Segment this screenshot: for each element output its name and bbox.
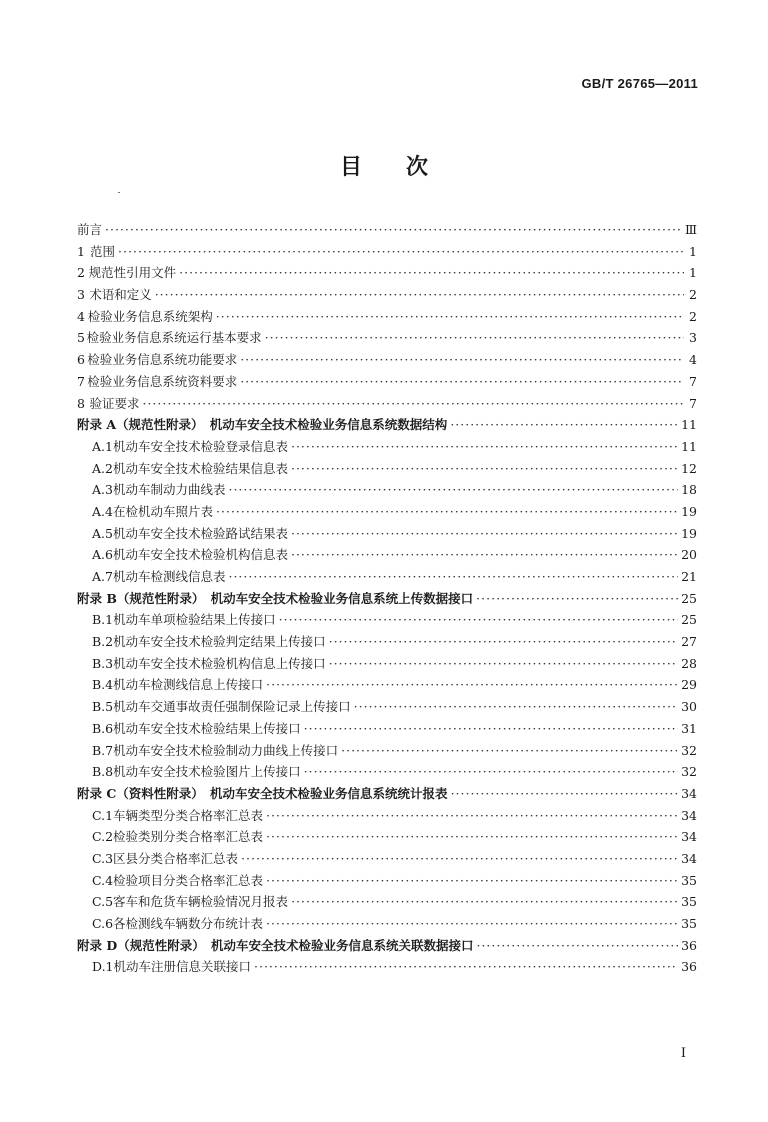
toc-entry-number: C.6	[92, 916, 114, 931]
toc-entry-number: A.5	[92, 525, 113, 541]
toc-leader-dots	[240, 352, 684, 367]
toc-entry[interactable]	[77, 827, 697, 849]
toc-entry-label: 检验业务信息系统功能要求	[87, 352, 238, 368]
toc-entry[interactable]	[77, 762, 697, 784]
toc-entry-page: 1	[689, 243, 697, 259]
toc-entry-label: 客车和危货车辆检验情况月报表	[113, 894, 289, 910]
toc-entry-number: B.1	[92, 612, 114, 628]
toc-entry-label: 规范性引用文件	[88, 265, 177, 281]
toc-entry-label: 验证要求	[89, 395, 140, 411]
toc-entry-number: B.8	[92, 764, 114, 780]
toc-entry[interactable]	[77, 871, 697, 893]
toc-entry-number: 5	[77, 330, 85, 346]
toc-leader-dots	[450, 417, 678, 432]
toc-entry[interactable]	[77, 936, 697, 958]
toc-entry-number: A.3	[92, 482, 113, 498]
toc-entry-number: D.1	[92, 959, 114, 975]
toc-entry-page: 19	[681, 525, 697, 541]
toc-entry-label: 机动车注册信息关联接口	[113, 959, 252, 975]
toc-entry-number: 2	[77, 265, 85, 281]
toc-entry[interactable]	[77, 220, 697, 242]
toc-entry[interactable]	[77, 328, 697, 350]
toc-entry-label: 机动车交通事故责任强制保险记录上传接口	[113, 699, 351, 715]
toc-entry-label: 区县分类合格率汇总表	[113, 850, 239, 866]
toc-entry-number: A.4	[92, 503, 113, 519]
toc-entry-page: 27	[681, 634, 697, 650]
toc-entry-label: 机动车安全技术检验机构信息表	[112, 547, 288, 563]
toc-leader-dots	[241, 851, 678, 866]
toc-entry-number: 6	[77, 352, 85, 368]
toc-entry-label: 机动车检测线信息表	[112, 569, 226, 584]
toc-entry-page: 30	[681, 699, 697, 715]
toc-entry[interactable]	[77, 524, 697, 546]
toc-leader-dots	[265, 330, 684, 345]
toc-leader-dots	[266, 677, 678, 692]
toc-leader-dots	[291, 894, 678, 909]
toc-entry-number: 8	[77, 395, 85, 411]
toc-leader-dots	[216, 309, 684, 324]
toc-entry[interactable]	[77, 459, 697, 481]
toc-entry-page: 25	[681, 612, 697, 628]
toc-entry-page: 2	[689, 287, 697, 303]
toc-entry-page: 35	[681, 916, 697, 931]
toc-entry-label: 检验业务信息系统架构	[87, 308, 213, 324]
toc-entry[interactable]	[77, 914, 697, 936]
toc-entry-label: 机动车制动力曲线表	[112, 482, 226, 498]
toc-leader-dots	[329, 656, 678, 671]
toc-entry-page: 31	[681, 720, 697, 736]
toc-entry-label: 附录 C（资料性附录） 机动车安全技术检验业务信息系统统计报表	[77, 785, 448, 801]
toc-entry-number: B.3	[92, 655, 114, 671]
toc-leader-dots	[304, 721, 678, 736]
toc-leader-dots	[228, 569, 678, 584]
toc-entry-label: 检验业务信息系统资料要求	[87, 373, 238, 389]
toc-entry[interactable]	[77, 350, 697, 372]
toc-entry-label: 检验项目分类合格率汇总表	[113, 872, 264, 888]
toc-entry[interactable]	[77, 784, 697, 806]
scan-speck	[118, 192, 120, 193]
page-number: I	[680, 1046, 686, 1061]
toc-entry-page: 21	[681, 569, 697, 584]
toc-entry[interactable]	[77, 372, 697, 394]
toc-entry-page: 35	[681, 872, 697, 888]
toc-leader-dots	[291, 547, 678, 562]
toc-entry-page: 12	[681, 460, 697, 476]
toc-entry-page: 36	[681, 937, 697, 953]
toc-entry-page: 4	[689, 352, 697, 368]
toc-entry-page: 34	[681, 850, 697, 866]
toc-entry-page: Ⅲ	[684, 222, 697, 237]
toc-entry[interactable]	[77, 589, 697, 611]
toc-entry-number: B.6	[92, 720, 114, 736]
toc-entry[interactable]	[77, 394, 697, 416]
toc-leader-dots	[291, 461, 678, 476]
toc-entry-label: 机动车安全技术检验结果上传接口	[113, 720, 301, 736]
toc-entry-label: 机动车单项检验结果上传接口	[113, 612, 276, 628]
toc-entry-page: 34	[681, 785, 697, 801]
toc-entry[interactable]	[77, 741, 697, 763]
toc-leader-dots	[291, 439, 678, 454]
toc-entry[interactable]	[77, 654, 697, 676]
toc-entry-label: 附录 B（规范性附录） 机动车安全技术检验业务信息系统上传数据接口	[77, 590, 474, 606]
toc-entry-label: 车辆类型分类合格率汇总表	[113, 807, 264, 823]
toc-entry-number: B.7	[92, 742, 114, 758]
toc-entry-label: 各检测线车辆数分布统计表	[113, 916, 264, 931]
toc-entry-number: B.5	[92, 699, 114, 715]
toc-entry[interactable]	[77, 480, 697, 502]
toc-leader-dots	[266, 829, 678, 844]
toc-entry-label: 检验类别分类合格率汇总表	[113, 829, 264, 845]
toc-entry[interactable]	[77, 957, 697, 979]
toc-entry-number: A.6	[92, 547, 113, 563]
toc-entry-number: A.7	[92, 569, 113, 584]
toc-entry-page: 18	[681, 482, 697, 498]
toc-leader-dots	[304, 764, 678, 779]
toc-entry-label: 在检机动车照片表	[112, 503, 213, 519]
page-title: 目 次	[339, 155, 428, 180]
toc-entry-number: 1	[77, 243, 85, 259]
toc-entry-page: 32	[681, 764, 697, 780]
toc-entry[interactable]	[77, 697, 697, 719]
toc-leader-dots	[155, 287, 684, 302]
toc-leader-dots	[354, 699, 678, 714]
toc-entry-number: A.1	[92, 438, 113, 454]
toc-leader-dots	[476, 938, 678, 953]
toc-leader-dots	[240, 374, 684, 389]
toc-leader-dots	[142, 396, 684, 411]
toc-entry-number: 3	[77, 287, 85, 303]
toc-entry[interactable]	[77, 502, 697, 524]
toc-entry[interactable]	[77, 545, 697, 567]
toc-leader-dots	[216, 504, 678, 519]
toc-leader-dots	[476, 591, 678, 606]
toc-entry-page: 32	[681, 742, 697, 758]
toc-leader-dots	[341, 743, 678, 758]
toc-entry-page: 1	[689, 265, 697, 281]
toc-entry-page: 11	[681, 417, 697, 433]
toc-leader-dots	[291, 526, 678, 541]
toc-entry-label: 机动车安全技术检验判定结果上传接口	[113, 634, 326, 650]
toc-leader-dots	[266, 873, 678, 888]
toc-entry-page: 35	[681, 894, 697, 910]
toc-entry[interactable]	[77, 610, 697, 632]
toc-entry-page: 20	[681, 547, 697, 563]
toc-entry[interactable]	[77, 263, 697, 285]
toc-entry-page: 28	[681, 655, 697, 671]
toc-entry[interactable]	[77, 437, 697, 459]
toc-entry-number: C.4	[92, 872, 114, 888]
toc-entry-label: 机动车安全技术检验图片上传接口	[113, 764, 301, 780]
toc-entry-label: 机动车安全技术检验路试结果表	[112, 525, 288, 541]
toc-leader-dots	[266, 916, 678, 931]
toc-entry[interactable]	[77, 806, 697, 828]
toc-entry[interactable]	[77, 242, 697, 264]
toc-leader-dots	[228, 482, 678, 497]
toc-entry-label: 机动车检测线信息上传接口	[113, 677, 264, 693]
table-of-contents	[77, 220, 697, 979]
toc-entry-number: 4	[77, 308, 85, 324]
toc-entry[interactable]	[77, 307, 697, 329]
toc-leader-dots	[254, 959, 678, 974]
toc-entry[interactable]	[77, 892, 697, 914]
toc-entry-label: 机动车安全技术检验制动力曲线上传接口	[113, 742, 339, 758]
toc-entry-page: 36	[681, 959, 697, 975]
toc-entry-label: 附录 A（规范性附录） 机动车安全技术检验业务信息系统数据结构	[77, 417, 448, 433]
toc-entry-page: 2	[689, 308, 697, 324]
toc-leader-dots	[266, 808, 678, 823]
toc-leader-dots	[105, 222, 682, 237]
toc-entry-number: B.2	[92, 634, 114, 650]
toc-entry[interactable]	[77, 285, 697, 307]
toc-entry-number: C.3	[92, 850, 114, 866]
toc-leader-dots	[118, 244, 684, 259]
toc-entry-label: 检验业务信息系统运行基本要求	[86, 330, 262, 346]
toc-entry-number: A.2	[92, 460, 113, 476]
document-code: GB/T 26765—2011	[581, 76, 698, 91]
toc-leader-dots	[179, 265, 684, 280]
toc-leader-dots	[451, 786, 679, 801]
toc-entry-number: C.5	[92, 894, 114, 910]
toc-entry-page: 34	[681, 807, 697, 823]
toc-entry-label: 术语和定义	[89, 287, 152, 303]
toc-entry[interactable]	[77, 567, 697, 589]
toc-entry-number: C.2	[92, 829, 114, 845]
toc-entry-label: 机动车安全技术检验结果信息表	[112, 460, 288, 476]
toc-entry-page: 25	[681, 590, 697, 606]
toc-entry-number: B.4	[92, 677, 114, 693]
toc-entry-page: 11	[681, 438, 697, 454]
toc-entry[interactable]	[77, 719, 697, 741]
toc-entry-page: 29	[681, 677, 697, 693]
toc-entry-label: 范围	[90, 243, 116, 259]
toc-entry-page: 7	[689, 373, 697, 389]
toc-entry-label: 机动车安全技术检验登录信息表	[112, 438, 288, 454]
toc-entry-label: 前言	[77, 222, 103, 237]
toc-entry-page: 3	[689, 330, 697, 346]
toc-entry[interactable]	[77, 632, 697, 654]
toc-leader-dots	[329, 634, 678, 649]
toc-entry[interactable]	[77, 675, 697, 697]
toc-entry-label: 机动车安全技术检验机构信息上传接口	[113, 655, 326, 671]
toc-entry-page: 34	[681, 829, 697, 845]
toc-entry-page: 19	[681, 503, 697, 519]
toc-entry-page: 7	[689, 395, 697, 411]
toc-entry[interactable]	[77, 849, 697, 871]
toc-entry[interactable]	[77, 415, 697, 437]
toc-leader-dots	[279, 612, 678, 627]
toc-entry-number: 7	[77, 373, 85, 389]
toc-entry-label: 附录 D（规范性附录） 机动车安全技术检验业务信息系统关联数据接口	[77, 937, 474, 953]
toc-entry-number: C.1	[92, 807, 114, 823]
